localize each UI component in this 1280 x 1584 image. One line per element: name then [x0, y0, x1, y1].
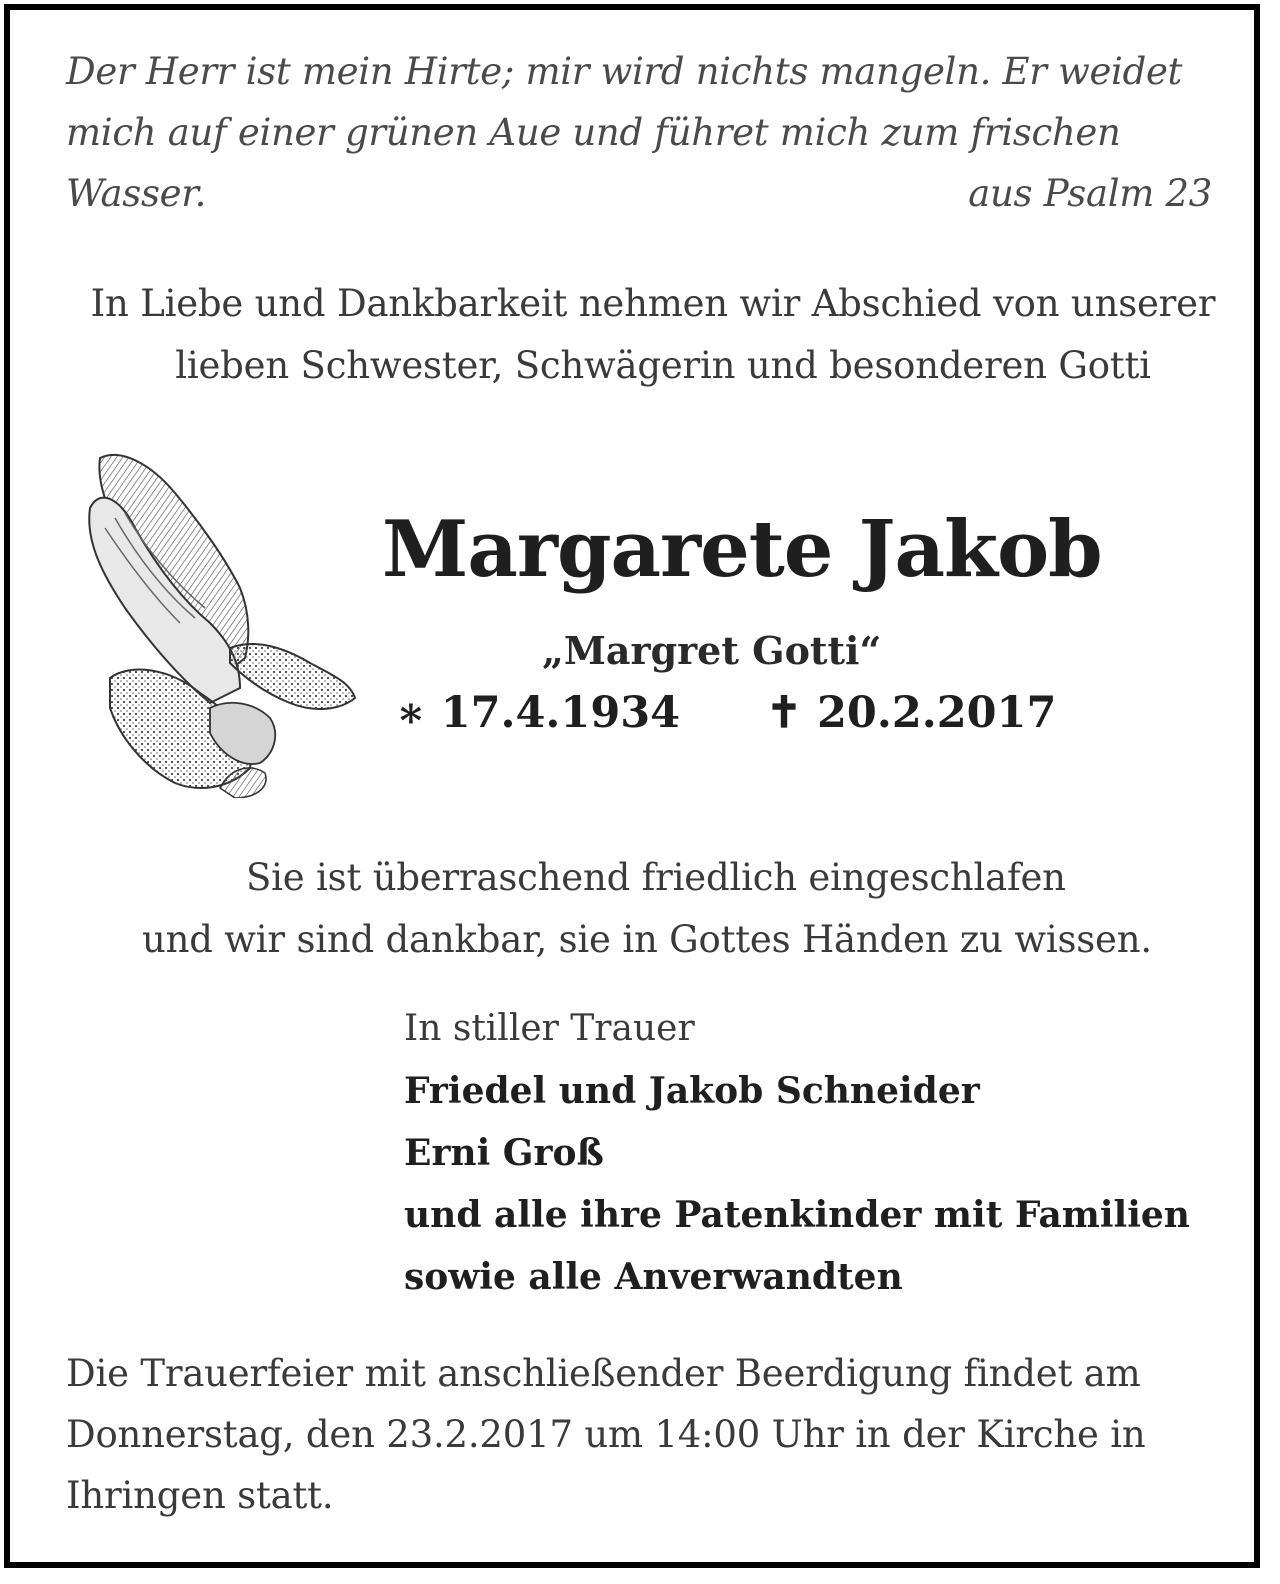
death-cross-icon: ✝	[766, 688, 803, 738]
intro-line-2: lieben Schwester, Schwägerin und besonderen Gotti	[175, 344, 1151, 387]
funeral-line-1: Die Trauerfeier mit anschließender Beerdigung findet am	[66, 1352, 1141, 1395]
birth-date: 17.4.1934	[440, 688, 681, 738]
praying-hands-icon	[80, 448, 360, 798]
death-date: 20.2.2017	[817, 688, 1057, 738]
verse-line-1: Der Herr ist mein Hirte; mir wird nichts mangeln. Er weidet	[66, 50, 1183, 93]
verse-line-2: mich auf einer grünen Aue und führet mich zum frischen	[66, 111, 1121, 154]
deceased-name: Margarete Jakob	[382, 504, 1102, 595]
funeral-line-2: Donnerstag, den 23.2.2017 um 14:00 Uhr in der Kirche in	[66, 1413, 1146, 1456]
mourner-name: sowie alle Anverwandten	[404, 1256, 903, 1298]
message-line-2: und wir sind dankbar, sie in Gottes Händen zu wissen.	[142, 918, 1152, 961]
birth-star-icon: ∗	[396, 688, 426, 738]
obituary-notice	[4, 4, 1260, 1568]
verse-line-3: Wasser.	[66, 172, 207, 215]
mourner-name: Friedel und Jakob Schneider	[404, 1070, 980, 1112]
verse-source: aus Psalm 23	[968, 172, 1212, 215]
message-line-1: Sie ist überraschend friedlich eingeschlafen	[246, 856, 1066, 899]
birth-line	[396, 688, 680, 738]
death-line	[766, 688, 1056, 738]
mourner-name: Erni Groß	[404, 1132, 604, 1174]
mourners-heading: In stiller Trauer	[404, 1008, 695, 1049]
mourner-name: und alle ihre Patenkinder mit Familien	[404, 1194, 1190, 1236]
funeral-line-3: Ihringen statt.	[66, 1474, 334, 1517]
intro-line-1: In Liebe und Dankbarkeit nehmen wir Abschied von unserer	[90, 282, 1216, 325]
deceased-nickname: „Margret Gotti“	[542, 628, 882, 673]
